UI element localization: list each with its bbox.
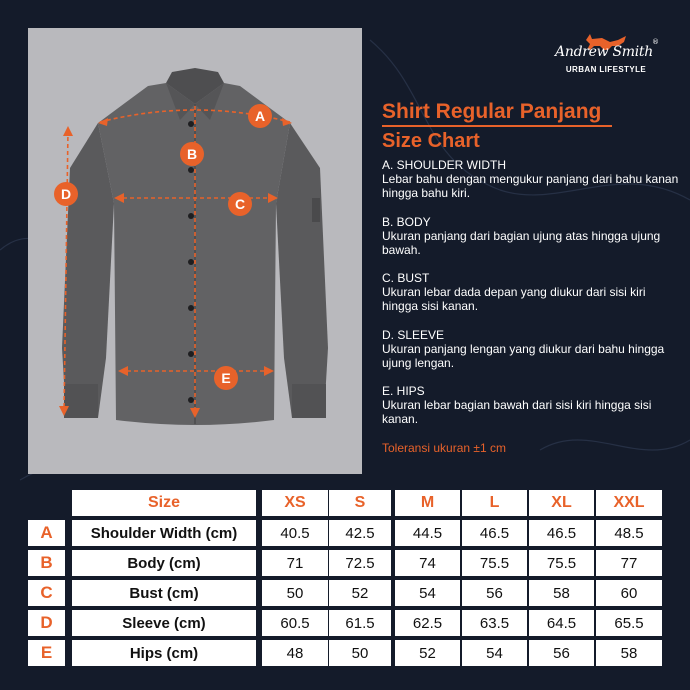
table-cell: 48 [262,640,328,666]
marker-a: A [248,104,272,128]
table-cell: 50 [262,580,328,606]
table-cell: 64.5 [529,610,594,636]
table-cell: 42.5 [329,520,391,546]
table-cell: 52 [329,580,391,606]
table-cell: 75.5 [462,550,527,576]
table-cell: 58 [596,640,662,666]
table-cell: 77 [596,550,662,576]
row-label: Shoulder Width (cm) [72,520,256,546]
table-cell: 46.5 [529,520,594,546]
brand-name: Andrew Smith [555,44,653,60]
marker-c: C [228,192,252,216]
measure-body: Ukuran panjang dari bagian ujung atas hingga ujung bawah. [382,229,661,257]
table-cell: 56 [462,580,527,606]
size-header-label: Size [72,490,256,516]
row-letter: E [28,640,65,666]
marker-e: E [214,366,238,390]
measure-body: Lebar bahu dengan mengukur panjang dari bahu kanan hingga bahu kiri. [382,172,679,200]
table-cell: 60 [596,580,662,606]
size-header-xl: XL [529,490,594,516]
page-title: Shirt Regular Panjang [382,100,602,123]
measure-heading: C. BUST [382,271,430,285]
table-cell: 48.5 [596,520,662,546]
table-cell: 44.5 [395,520,460,546]
table-cell: 72.5 [329,550,391,576]
row-label: Sleeve (cm) [72,610,256,636]
size-header-xs: XS [262,490,328,516]
table-cell: 62.5 [395,610,460,636]
page-subtitle: Size Chart [382,130,480,152]
row-label: Hips (cm) [72,640,256,666]
measure-heading: D. SLEEVE [382,328,445,342]
measure-heading: B. BODY [382,215,431,229]
measure-body: Ukuran lebar bagian bawah dari sisi kiri hingga sisi kanan. [382,398,652,426]
size-header-l: L [462,490,527,516]
row-label: Body (cm) [72,550,256,576]
row-letter: A [28,520,65,546]
table-cell: 56 [529,640,594,666]
table-cell: 60.5 [262,610,328,636]
table-cell: 65.5 [596,610,662,636]
measure-body: Ukuran panjang lengan yang diukur dari bahu hingga ujung lengan. [382,342,665,370]
table-cell: 50 [329,640,391,666]
table-cell: 74 [395,550,460,576]
row-letter: B [28,550,65,576]
table-cell: 58 [529,580,594,606]
table-cell: 71 [262,550,328,576]
size-header-m: M [395,490,460,516]
brand-tagline: URBAN LIFESTYLE [565,65,647,74]
measure-heading: A. SHOULDER WIDTH [382,158,507,172]
table-cell: 40.5 [262,520,328,546]
table-cell: 75.5 [529,550,594,576]
row-letter: D [28,610,65,636]
table-cell: 46.5 [462,520,527,546]
size-header-s: S [329,490,391,516]
measure-body: Ukuran lebar dada depan yang diukur dari sisi kiri hingga sisi kanan. [382,285,646,313]
table-cell: 52 [395,640,460,666]
table-cell: 54 [462,640,527,666]
registered-mark: ® [652,38,659,46]
marker-d: D [54,182,78,206]
size-tolerance: Toleransi ukuran ±1 cm [382,441,506,455]
row-label: Bust (cm) [72,580,256,606]
size-header-xxl: XXL [596,490,662,516]
table-cell: 61.5 [329,610,391,636]
marker-b: B [180,142,204,166]
row-letter: C [28,580,65,606]
table-cell: 63.5 [462,610,527,636]
table-cell: 54 [395,580,460,606]
measure-heading: E. HIPS [382,384,425,398]
